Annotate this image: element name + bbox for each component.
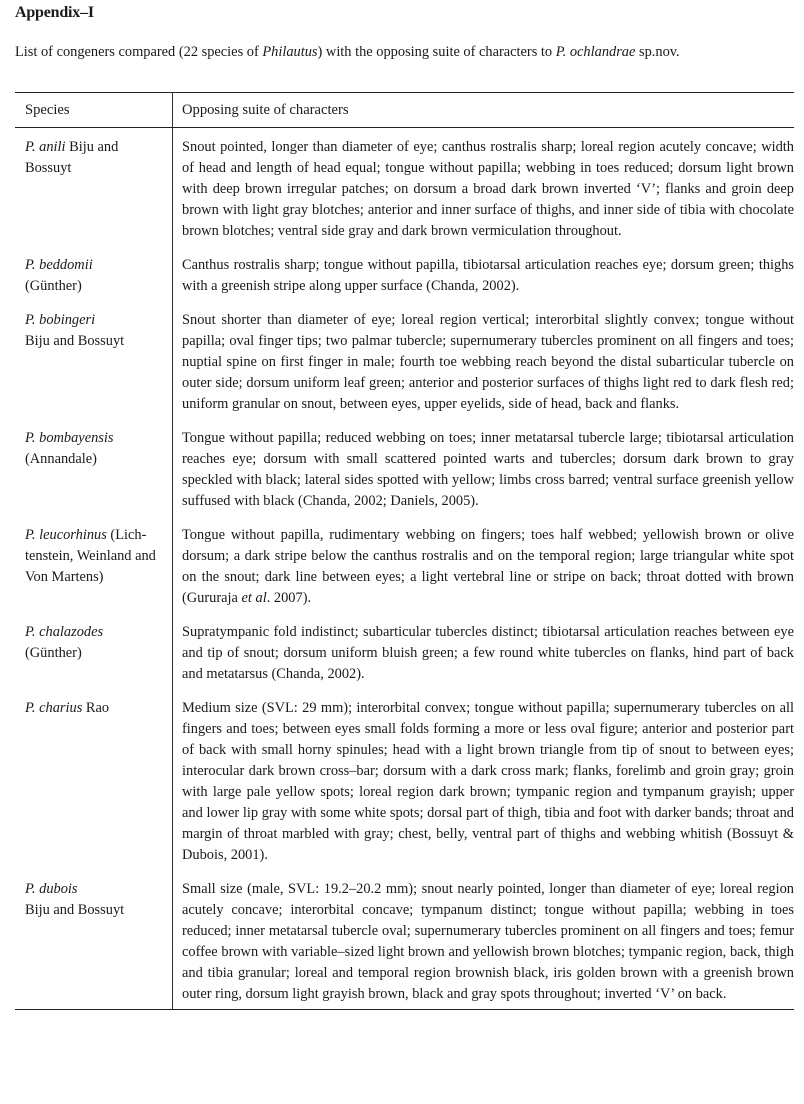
characters-text: Tongue without papilla, rudimentary webbing on fingers; toes half webbed; yellowish brown or olive dorsum; a dark stripe below the canthus rostralis and on the temporal region; large triangular white spot on the snout; dark line between eyes; a light vertebral line or stripe on back; throat dotted with brown (Gururaja	[182, 527, 794, 606]
species-name: P. bobingeri	[25, 312, 96, 328]
species-name: P. chalazodes	[25, 624, 104, 640]
species-authority: (Günther)	[25, 645, 82, 661]
species-cell	[15, 250, 173, 305]
caption-suffix: sp.nov.	[635, 44, 680, 60]
species-name: P. anili	[25, 139, 66, 155]
table-header-row	[15, 93, 794, 128]
species-authority: (Lich-	[106, 527, 147, 543]
characters-cell: Medium size (SVL: 29 mm); interorbital convex; tongue without papilla; supernumerary tubercles on all fingers and toes; between eyes small folds forming a more or less oval figure; anterior and posterior part of back with small horny spinules; head with a light brown triangle from tip of snout to between eyes; interocular dark brown cross–bar; dorsum with a dark cross mark; flanks, forelimb and groin gray; groin with large pale yellow spots; loreal region dark brown; tympanic region and tympanum grayish; upper and lower lip gray with some white spots; dorsal part of thigh, tibia and foot with darker bands; throat and margin of throat marbled with gray; chest, belly, ventral part of thighs and webbing whitish (Bossuyt & Dubois, 2001).	[182, 700, 794, 863]
table-row	[15, 305, 794, 423]
caption-middle: ) with the opposing suite of characters to	[317, 44, 556, 60]
species-name: P. charius	[25, 700, 83, 716]
header-characters: Opposing suite of characters	[173, 93, 795, 128]
species-name: P. beddomii	[25, 257, 93, 273]
species-authority: Biju and Bossuyt	[25, 333, 125, 349]
characters-cell	[173, 520, 795, 617]
species-cell	[15, 520, 173, 617]
table-row	[15, 250, 794, 305]
species-cell	[15, 128, 173, 251]
species-authority: (Annandale)	[25, 451, 97, 467]
characters-cell: Small size (male, SVL: 19.2–20.2 mm); snout nearly pointed, longer than diameter of eye; loreal region acutely concave; interorbital concave; tympanum distinct; tongue without papilla; webbing in toes reduced; inner metatarsal tubercle oval; supernumerary tubercles prominent on all fingers and toes; femur coffee brown with variable–sized light brown and yellowish brown blotches; tympanic region, back, thigh and tibia granular; loreal and temporal region brownish black, iris golden brown with a greenish brown outer ring, dorsum light grayish brown, black and gray spots throughout; inverted ‘V’ on back.	[173, 874, 795, 1010]
characters-cell: Supratympanic fold indistinct; subarticular tubercles distinct; tibiotarsal articulation reaches between eye and tip of snout; dorsum uniform bluish green; a few round white tubercles on flanks, hind part of back and metatarsus (Chanda, 2002).	[182, 624, 794, 682]
caption-prefix: List of congeners compared (22 species of	[15, 44, 263, 60]
table-row	[15, 874, 794, 1010]
table-caption	[15, 44, 680, 61]
table-row	[15, 520, 794, 617]
characters-cell: Snout pointed, longer than diameter of eye; canthus rostralis sharp; loreal region acutely concave; width of head and length of head equal; tongue without papilla; webbing in toes reduced; dorsum light brown with deep brown irregular patches; on dorsum a broad dark brown inverted ‘V’; flanks and groin deep brown with light gray blotches; anterior and inner surface of thighs, and inner side of tibia with chocolate brown blotches; ventral side gray and dark brown vermiculation throughout.	[182, 139, 794, 239]
species-name: P. bombayensis	[25, 430, 114, 446]
species-authority-cont: Bossuyt	[25, 160, 72, 176]
table-row	[15, 693, 794, 874]
header-species: Species	[15, 93, 173, 128]
species-authority: Biju and	[65, 139, 119, 155]
characters-cell: Tongue without papilla; reduced webbing on toes; inner metatarsal tubercle large; tibiotarsal articulation reaches eye; dorsum with small scattered pointed warts and tubercles; dorsum dark brown to gray speckled with black; lateral sides spotted with yellow; limbs cross barred; ventral surface greenish yellow suffused with black (Chanda, 2002; Daniels, 2005).	[182, 430, 794, 509]
table-row	[15, 617, 794, 693]
species-cell	[15, 874, 173, 1010]
species-cell	[15, 693, 173, 874]
species-cell	[15, 305, 173, 423]
species-authority-cont: tenstein, Weinland and Von Martens)	[25, 548, 156, 585]
caption-genus: Philautus	[262, 44, 318, 60]
caption-target-species: P. ochlandrae	[555, 44, 636, 60]
species-name: P. leucorhinus	[25, 527, 107, 543]
characters-cell: Snout shorter than diameter of eye; loreal region vertical; interorbital slightly convex; tongue without papilla; oval finger tips; two palmar tubercle; supernumerary tubercles prominent on all fingers and toes; nuptial spine on first finger in male; fourth toe webbing reach beyond the distal subarticular tubercle on outer side; dorsum uniform leaf green; anterior and posterior surfaces of thighs light red to dark flesh red; uniform granular on snout, between eyes, upper eyelids, side of head, back and flanks.	[182, 312, 794, 412]
species-cell	[15, 423, 173, 520]
characters-cell: Canthus rostralis sharp; tongue without papilla, tibiotarsal articulation reaches eye; dorsum green; thighs with a greenish stripe along upper surface (Chanda, 2002).	[182, 257, 794, 294]
congeners-table	[15, 92, 794, 1010]
species-authority: (Günther)	[25, 278, 82, 294]
table-row	[15, 423, 794, 520]
table-row	[15, 128, 794, 251]
species-authority: Biju and Bossuyt	[25, 902, 125, 918]
et-al-text: et al	[241, 590, 267, 606]
characters-text-end: . 2007).	[266, 590, 312, 606]
species-name: P. dubois	[25, 881, 78, 897]
appendix-title: Appendix–I	[15, 4, 94, 21]
species-cell	[15, 617, 173, 693]
species-authority: Rao	[82, 700, 110, 716]
